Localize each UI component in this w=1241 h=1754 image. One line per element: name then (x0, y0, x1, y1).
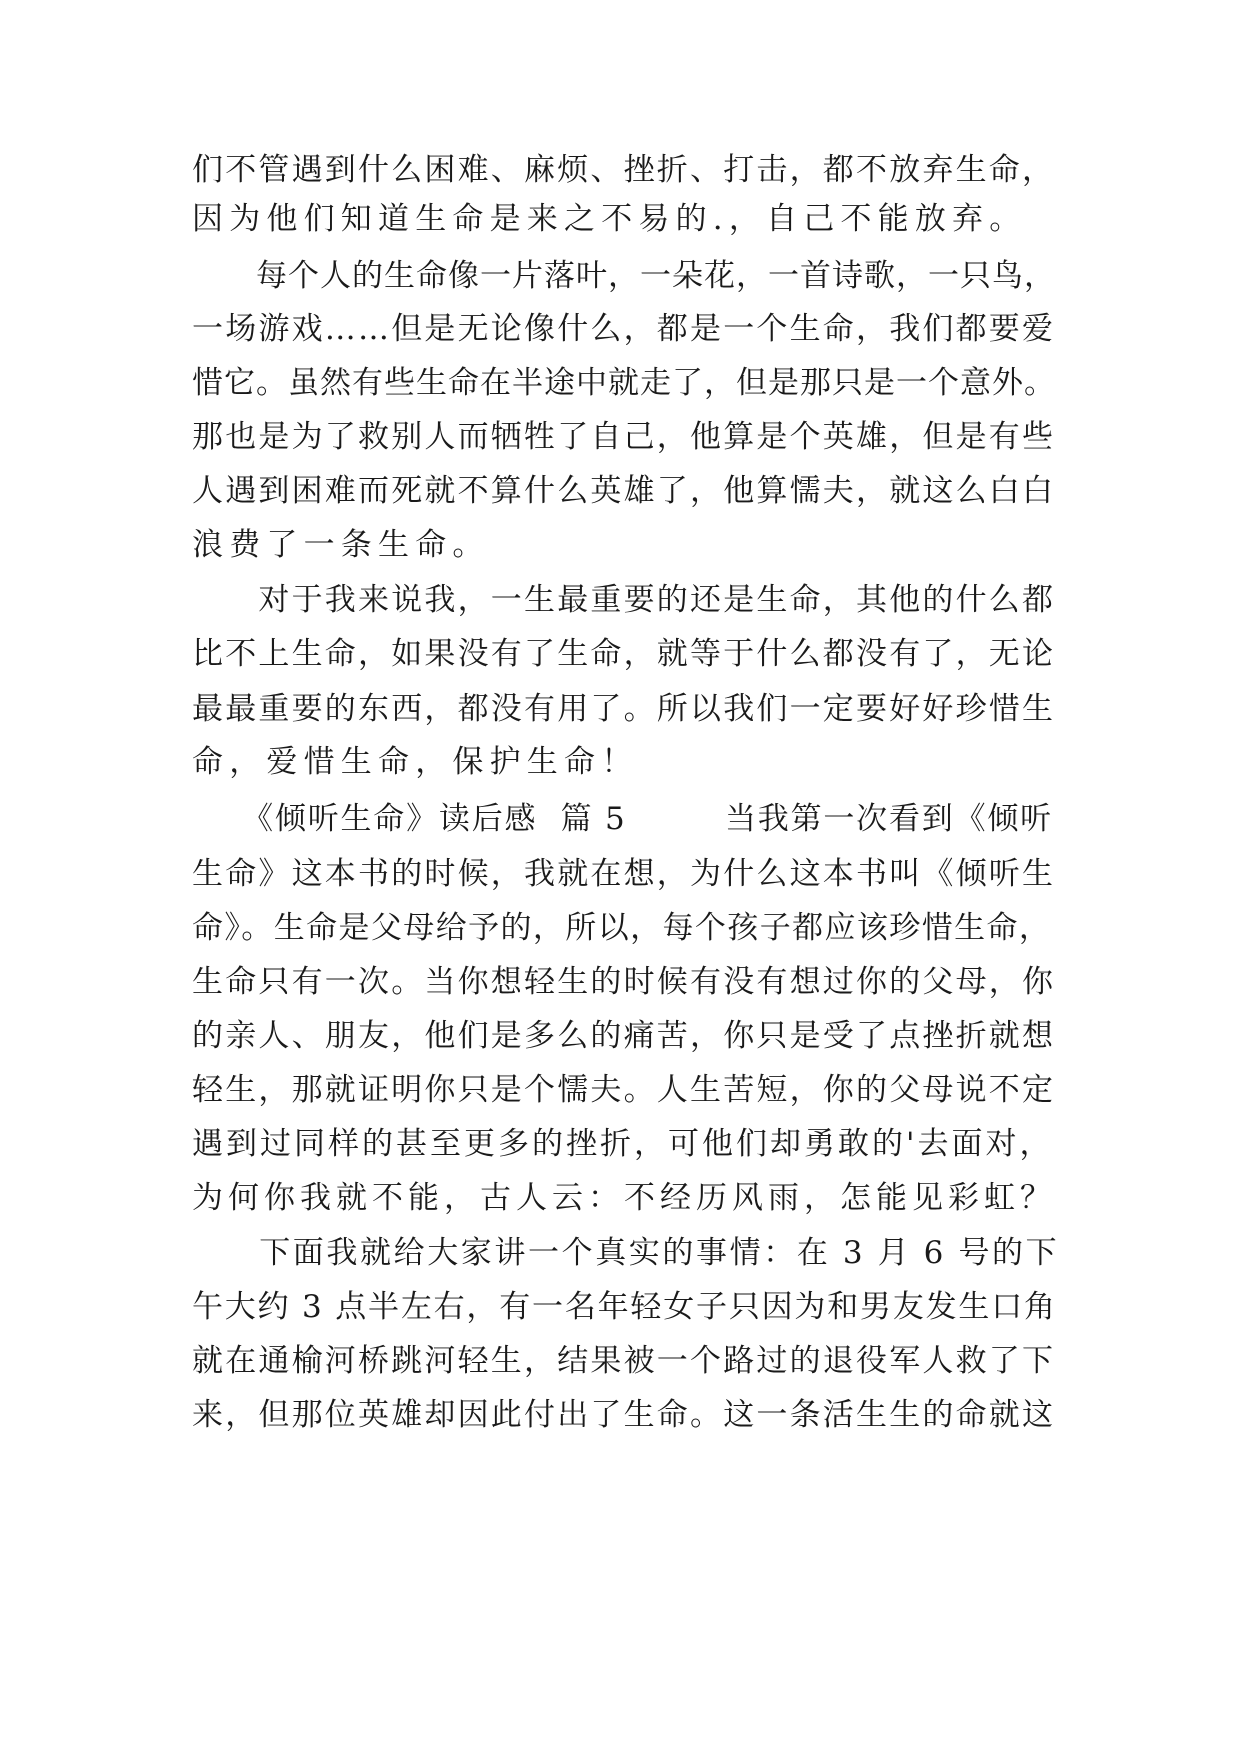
text-line: 一场游戏……但是无论像什么，都是一个生命，我们都要爱 (192, 311, 1056, 347)
text-line: 为何你我就不能，古人云：不经历风雨，怎能见彩虹？ (192, 1180, 1056, 1216)
text-line: 轻生，那就证明你只是个懦夫。人生苦短，你的父母说不定 (192, 1072, 1056, 1108)
text-line: 来，但那位英雄却因此付出了生命。这一条活生生的命就这 (192, 1397, 1056, 1433)
text-line: 比不上生命，如果没有了生命，就等于什么都没有了，无论 (192, 636, 1056, 672)
text-line: 下面我就给大家讲一个真实的事情：在 3 月 6 号的下 (192, 1235, 1060, 1271)
text-line: 们不管遇到什么困难、麻烦、挫折、打击，都不放弃生命， (192, 152, 1056, 188)
text-line: 对于我来说我，一生最重要的还是生命，其他的什么都 (192, 582, 1056, 618)
text-line: 命》。生命是父母给予的，所以，每个孩子都应该珍惜生命， (192, 910, 1052, 946)
text-line: 的亲人、朋友，他们是多么的痛苦，你只是受了点挫折就想 (192, 1018, 1056, 1054)
text-line: 那也是为了救别人而牺牲了自己，他算是个英雄，但是有些 (192, 419, 1056, 455)
text-line: 遇到过同样的甚至更多的挫折，可他们却勇敢的'去面对， (192, 1126, 1054, 1162)
text-line: 命，爱惜生命，保护生命！ (192, 744, 639, 780)
text-line: 生命》这本书的时候，我就在想，为什么这本书叫《倾听生 (192, 856, 1056, 892)
text-line: 最最重要的东西，都没有用了。所以我们一定要好好珍惜生 (192, 691, 1056, 727)
text-line: 《倾听生命》读后感 篇 5 当我第一次看到《倾听 (192, 801, 1053, 837)
text-line: 人遇到困难而死就不算什么英雄了，他算懦夫，就这么白白 (192, 473, 1056, 509)
text-line: 每个人的生命像一片落叶，一朵花，一首诗歌，一只鸟， (192, 258, 1056, 294)
text-line: 就在通榆河桥跳河轻生，结果被一个路过的退役军人救了下 (192, 1343, 1056, 1379)
text-line: 生命只有一次。当你想轻生的时候有没有想过你的父母，你 (192, 964, 1056, 1000)
text-line: 午大约 3 点半左右，有一名年轻女子只因为和男友发生口角 (192, 1289, 1057, 1325)
text-line: 浪费了一条生命。 (192, 527, 490, 563)
text-line: 因为他们知道生命是来之不易的.，自己不能放弃。 (192, 201, 1027, 237)
text-line: 惜它。虽然有些生命在半途中就走了，但是那只是一个意外。 (192, 365, 1056, 401)
